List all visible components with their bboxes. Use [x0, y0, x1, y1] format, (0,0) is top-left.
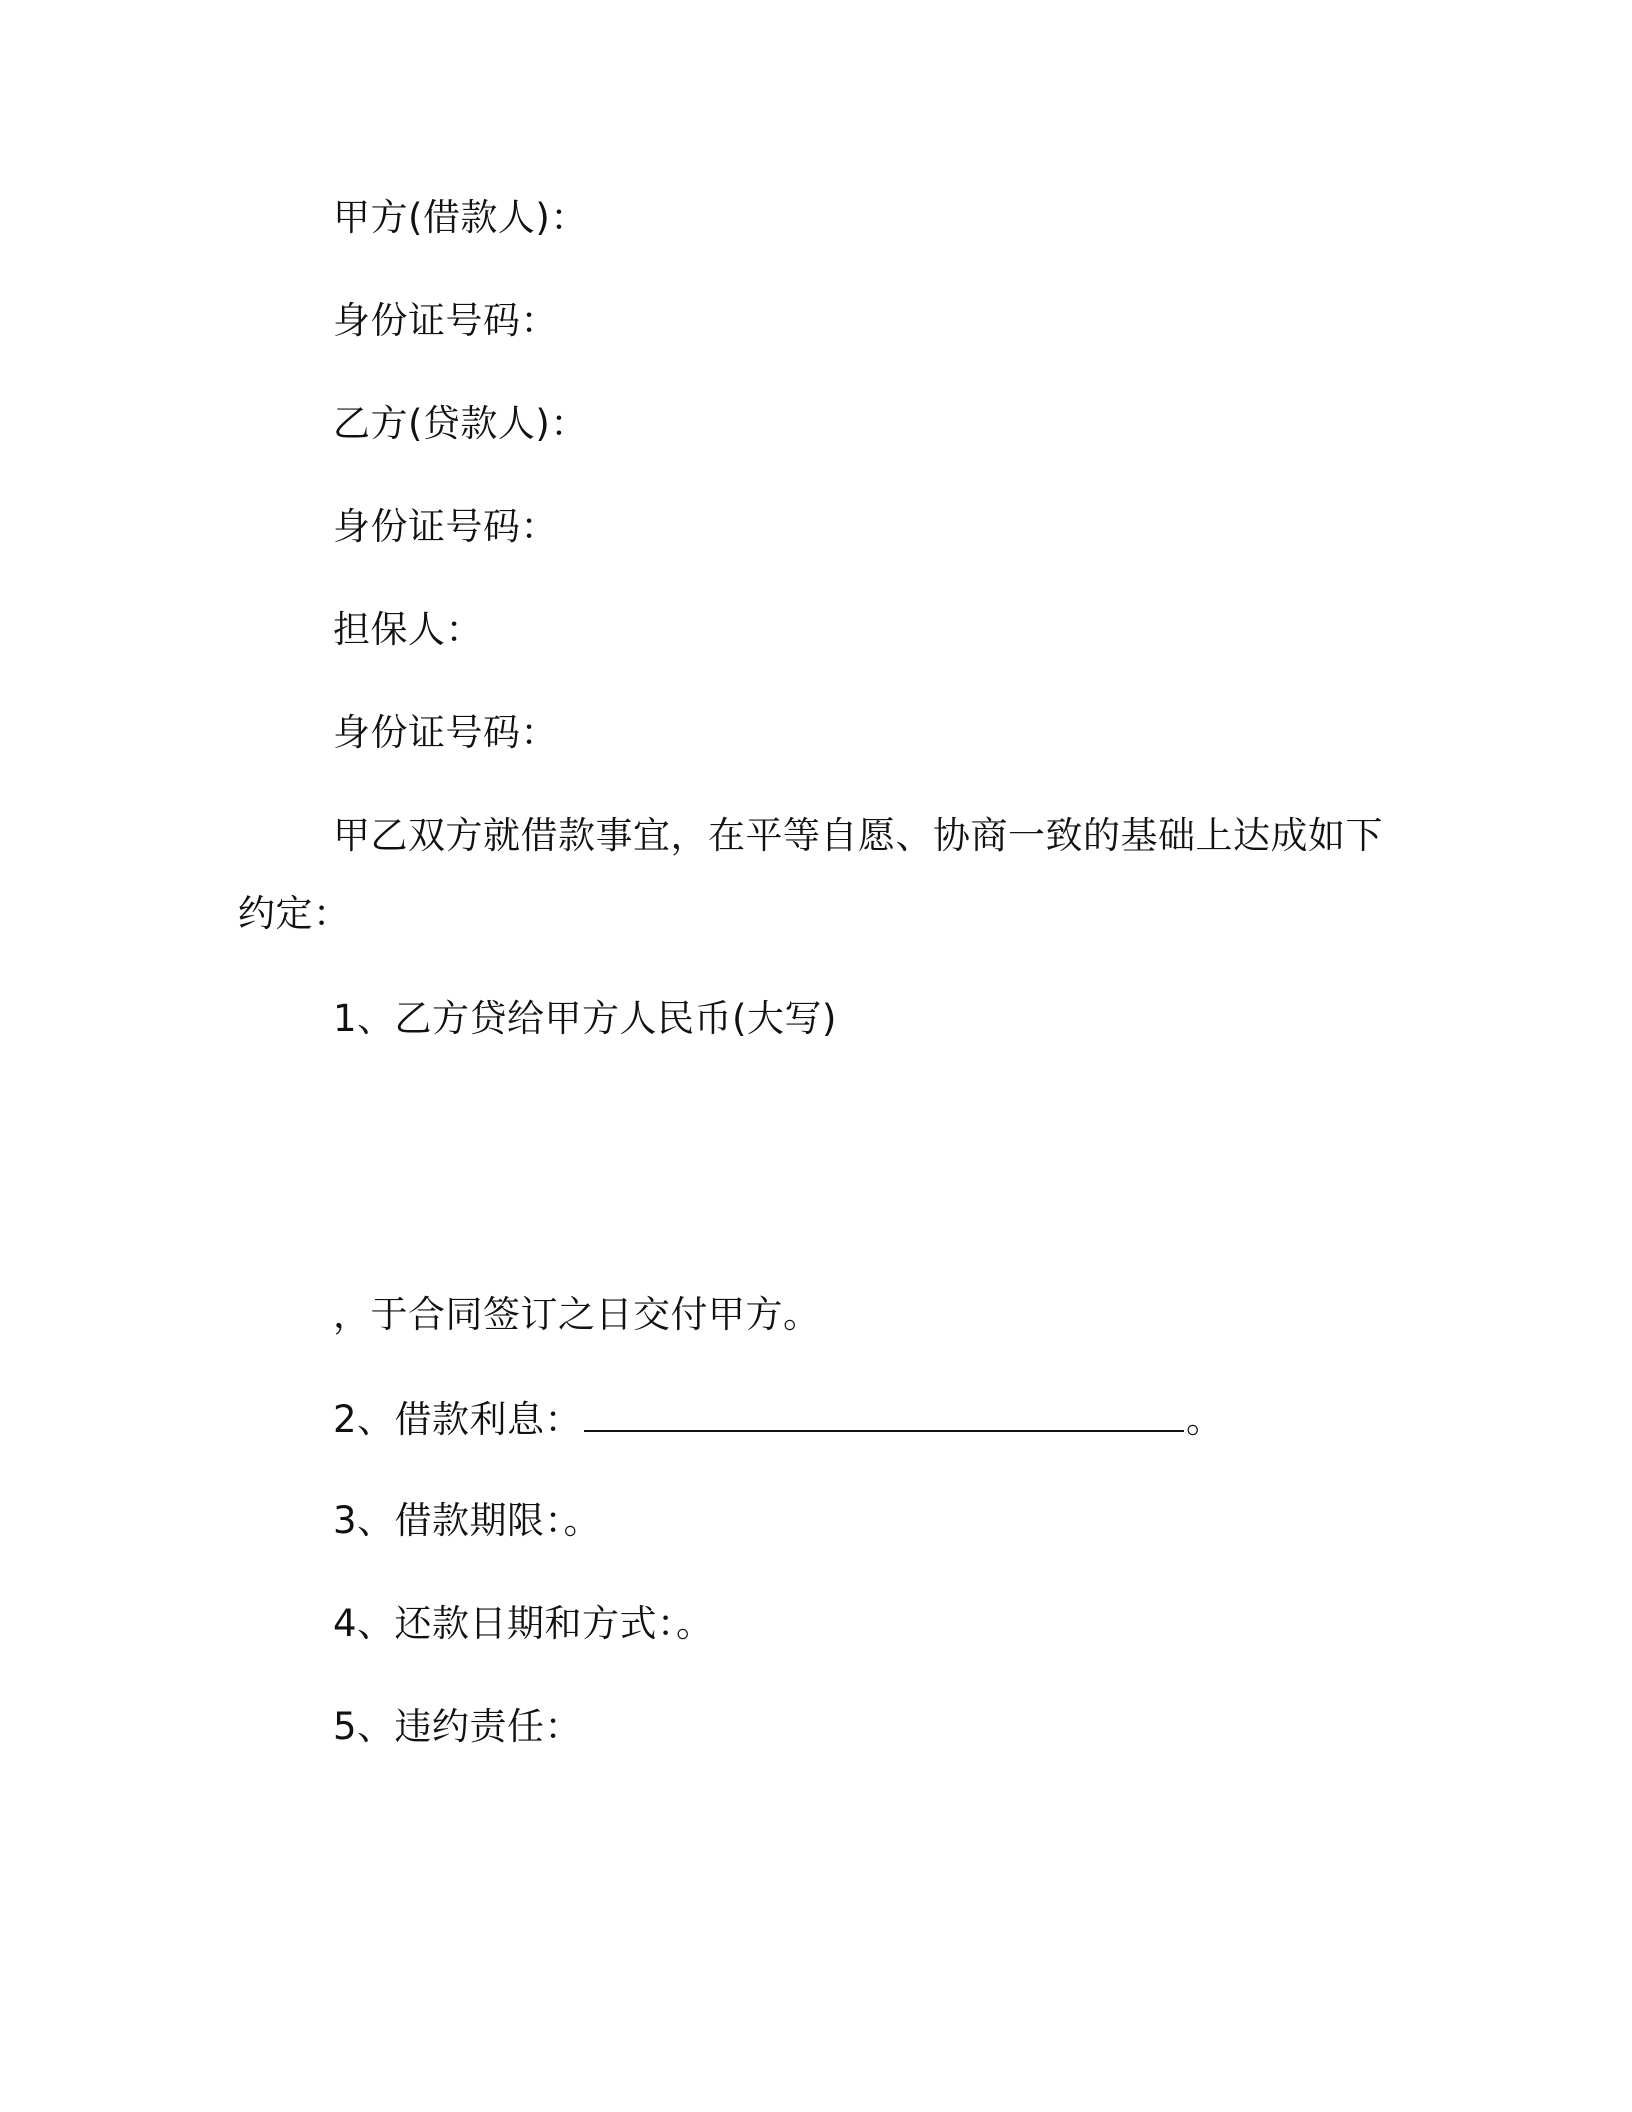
party-b-label: 乙方(贷款人)： [333, 402, 588, 445]
interest-blank-line [584, 1394, 1184, 1432]
clause-3: 3、借款期限：。 [333, 1499, 602, 1542]
preamble-line-2: 约定： [238, 892, 351, 935]
preamble-line-1: 甲乙双方就借款事宜，在平等自愿、协商一致的基础上达成如下 [333, 814, 1383, 857]
party-a-id-label: 身份证号码： [333, 299, 558, 342]
clause-2-end: 。 [1186, 1398, 1224, 1441]
clause-2 [333, 1394, 1224, 1444]
clause-2-label: 2、借款利息： [333, 1398, 583, 1441]
clause-4: 4、还款日期和方式：。 [333, 1602, 714, 1645]
clause-1: 1、乙方贷给甲方人民币(大写) [333, 997, 837, 1040]
party-a-label: 甲方(借款人)： [333, 196, 588, 239]
guarantor-label: 担保人： [333, 608, 483, 651]
guarantor-id-label: 身份证号码： [333, 711, 558, 754]
clause-5: 5、违约责任： [333, 1705, 583, 1748]
party-b-id-label: 身份证号码： [333, 505, 558, 548]
clause-1-continuation: ，于合同签订之日交付甲方。 [333, 1293, 821, 1336]
